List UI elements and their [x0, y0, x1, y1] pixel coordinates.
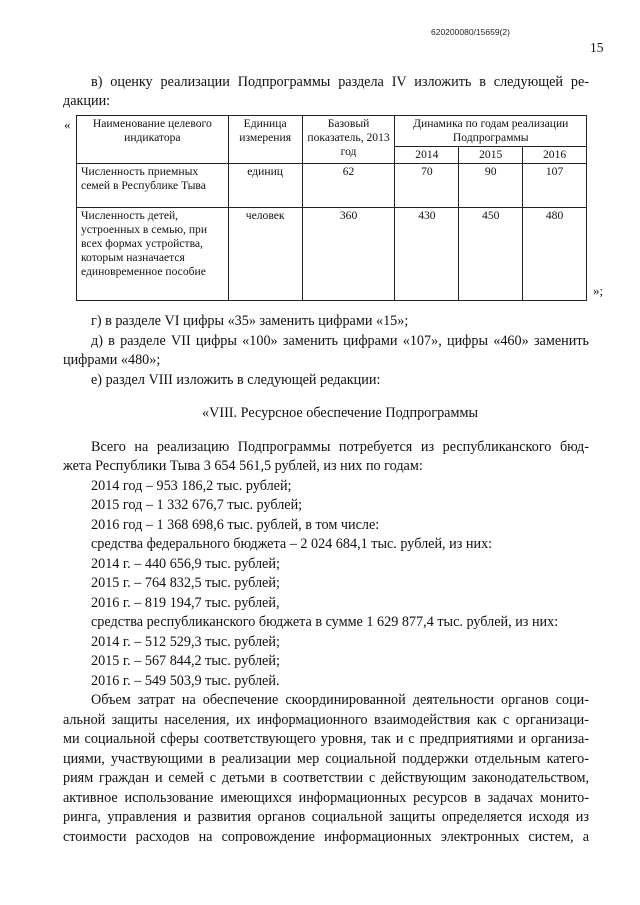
indicator-table — [76, 115, 587, 301]
total-2015: 2015 год – 1 332 676,7 тыс. рублей; — [91, 497, 303, 513]
row-value-2015: 90 — [459, 164, 523, 208]
table-row — [77, 164, 587, 208]
table-quote-open: « — [64, 117, 71, 132]
federal-2016: 2016 г. – 819 194,7 тыс. рублей, — [91, 595, 280, 611]
header-unit: Единица измерения — [228, 116, 302, 164]
header-year-2016: 2016 — [523, 147, 587, 164]
republic-funds: средства республиканского бюджета в сумме 1 629 877,4 тыс. рублей, из них: — [91, 614, 559, 630]
intro-line-1: в) оценку реализации Подпрограммы раздела IV изложить в следующей ре- — [91, 74, 589, 90]
row-value-2016: 480 — [523, 208, 587, 301]
federal-2014: 2014 г. – 440 656,9 тыс. рублей; — [91, 556, 280, 572]
paragraph-line: риям граждан и семей с детьми в соответствии с действующим законодательством, — [63, 770, 589, 786]
row-value-2014: 430 — [395, 208, 459, 301]
paragraph-line: альной защиты населения, их информационного взаимодействия как с организаци- — [63, 712, 589, 728]
row-value-2015: 450 — [459, 208, 523, 301]
page-number: 15 — [590, 40, 604, 55]
header-indicator-name: Наименование целевого индикатора — [77, 116, 229, 164]
paragraph-line: циями, участвующими в реализации мер социальной поддержки отдельным катего- — [63, 751, 589, 767]
header-base-value: Базовый показатель, 2013 год — [302, 116, 395, 164]
paragraph-line: ми социальной сферы соответствующего уровня, так и с предприятиями и организа- — [63, 731, 589, 747]
total-2016: 2016 год – 1 368 698,6 тыс. рублей, в том числе: — [91, 517, 380, 533]
republic-2016: 2016 г. – 549 503,9 тыс. рублей. — [91, 673, 280, 689]
table-quote-close: »; — [593, 283, 604, 298]
row-value-2014: 70 — [395, 164, 459, 208]
row-value-2016: 107 — [523, 164, 587, 208]
header-year-2014: 2014 — [395, 147, 459, 164]
row-unit: единиц — [228, 164, 302, 208]
table-row — [77, 208, 587, 301]
federal-funds: средства федерального бюджета – 2 024 684,1 тыс. рублей, из них: — [91, 536, 493, 552]
row-indicator-name: Численность приемных семей в Республике Тыва — [77, 164, 229, 208]
row-base-value: 360 — [302, 208, 395, 301]
intro-line-2: дакции: — [63, 93, 111, 109]
funding-line-2: жета Республики Тыва 3 654 561,5 рублей, из них по годам: — [63, 458, 423, 474]
item-d-line-2: цифрами «480»; — [63, 352, 161, 368]
table-header-row — [77, 116, 587, 147]
paragraph-line: Объем затрат на обеспечение скоординированной деятельности органов соци- — [91, 692, 589, 708]
paragraph-line: ринга, управления и развития органов социальной защиты определяется исходя из — [63, 809, 589, 825]
document-id: 620200080/15659(2) — [431, 27, 510, 37]
republic-2015: 2015 г. – 567 844,2 тыс. рублей; — [91, 653, 280, 669]
paragraph-line: стоимости расходов на сопровождение информационных электронных систем, а — [63, 829, 589, 845]
item-g: г) в разделе VI цифры «35» заменить цифрами «15»; — [91, 313, 409, 329]
row-base-value: 62 — [302, 164, 395, 208]
header-dynamics: Динамика по годам реализации Подпрограммы — [395, 116, 587, 147]
row-indicator-name: Численность детей, устроенных в семью, при всех формах устройства, которым назначается единовременное пособие — [77, 208, 229, 301]
row-unit: человек — [228, 208, 302, 301]
section-heading: «VIII. Ресурсное обеспечение Подпрограммы — [202, 405, 478, 421]
paragraph-line: активное использование имеющихся информационных ресурсов в задачах монито- — [63, 790, 589, 806]
federal-2015: 2015 г. – 764 832,5 тыс. рублей; — [91, 575, 280, 591]
funding-line-1: Всего на реализацию Подпрограммы потребуется из республиканского бюд- — [91, 439, 589, 455]
item-e: е) раздел VIII изложить в следующей редакции: — [91, 372, 381, 388]
item-d-line-1: д) в разделе VII цифры «100» заменить цифрами «107», цифры «460» заменить — [91, 333, 589, 349]
header-year-2015: 2015 — [459, 147, 523, 164]
total-2014: 2014 год – 953 186,2 тыс. рублей; — [91, 478, 292, 494]
republic-2014: 2014 г. – 512 529,3 тыс. рублей; — [91, 634, 280, 650]
